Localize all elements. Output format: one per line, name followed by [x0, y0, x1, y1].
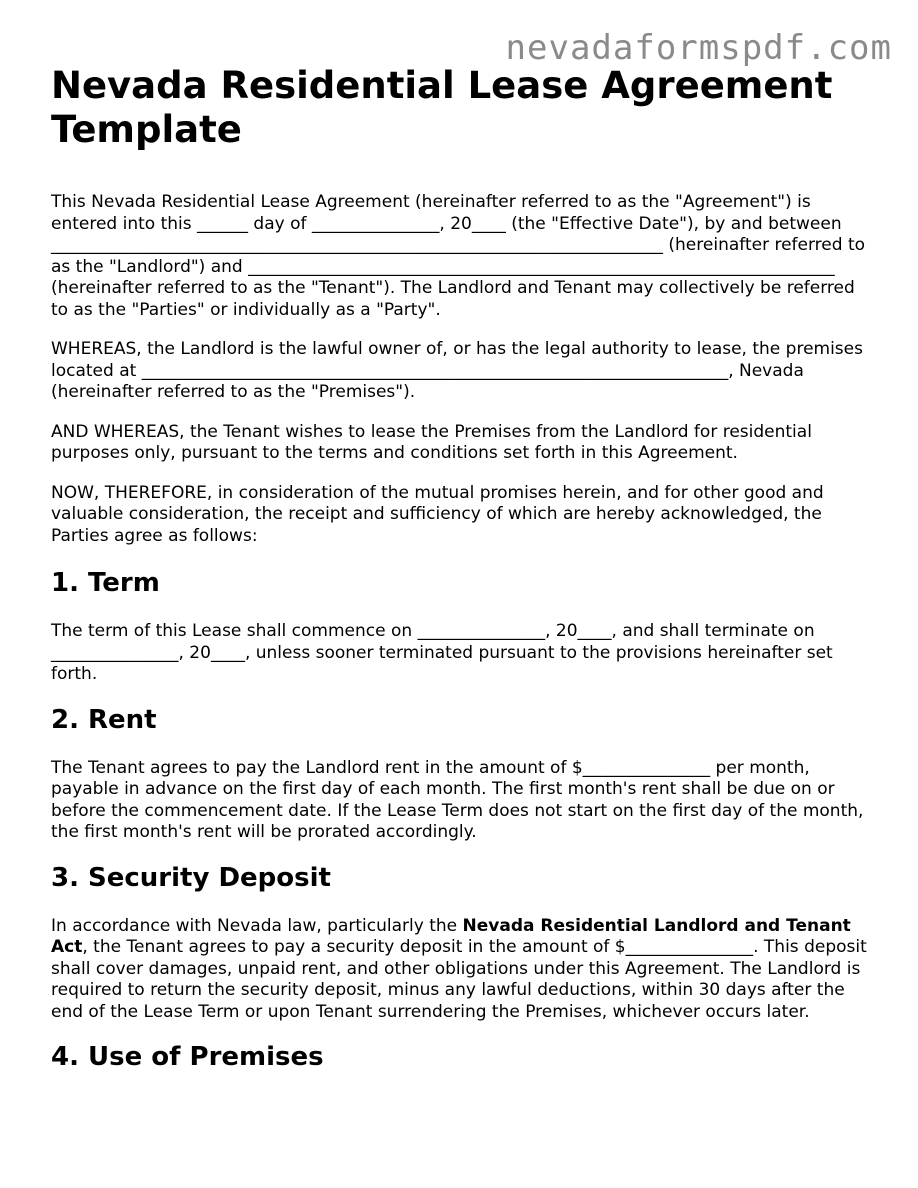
section-heading-security-deposit: 3. Security Deposit [51, 862, 331, 893]
whereas-tenant-paragraph: AND WHEREAS, the Tenant wishes to lease the Premises from the Landlord for residential purposes only, pursuant to the terms and conditions set forth in this Agreement. [51, 421, 812, 463]
section-heading-use-of-premises: 4. Use of Premises [51, 1042, 324, 1072]
nevada-act-reference: Nevada Residential Landlord and Tenant Act [51, 915, 851, 957]
section-heading-rent: 2. Rent [51, 704, 157, 735]
section-heading-term: 1. Term [51, 568, 160, 598]
whereas-premises-paragraph: WHEREAS, the Landlord is the lawful owner of, or has the legal authority to lease, the premises located at _____________________________________________________________________, Nevada (hereinafter referred to as the "Premises"). [51, 339, 863, 402]
intro-parties-paragraph: This Nevada Residential Lease Agreement (hereinafter referred to as the "Agreement") is entered into this ______ day of _______________, 20____ (the "Effective Date"), by and between ________________________________________________________________________ (hereinafter referred to as the "Landlord") and _____________________________________________________________________ (hereinafter referred to as the "Tenant"). The Landlord and Tenant may collectively be referred to as the "Parties" or individually as a "Party". [51, 192, 866, 320]
deposit-body-lead: In accordance with Nevada law, particularly the [51, 915, 463, 936]
section-body-term: The term of this Lease shall commence on _______________, 20____, and shall terminate on _______________, 20____, unless sooner terminated pursuant to the provisions hereinafter set forth. [51, 621, 833, 684]
document-page [51, 64, 873, 1095]
now-therefore-paragraph: NOW, THEREFORE, in consideration of the mutual promises herein, and for other good and valuable consideration, the receipt and sufficiency of which are hereby acknowledged, the Parties agree as follows: [51, 482, 824, 546]
section-body-rent: The Tenant agrees to pay the Landlord rent in the amount of $_______________ per month, payable in advance on the first day of each month. The first month's rent shall be due on or before the commencement date. If the Lease Term does not start on the first day of the month, the first month's rent will be prorated accordingly. [51, 757, 864, 842]
document-title: Nevada Residential Lease Agreement Template [51, 64, 833, 151]
watermark: nevadaformspdf.com [505, 28, 892, 68]
deposit-body-rest: , the Tenant agrees to pay a security deposit in the amount of $_______________. This deposit shall cover damages, unpaid rent, and other obligations under this Agreement. The Landlord is required to return the security deposit, minus any lawful deductions, within 30 days after the end of the Lease Term or upon Tenant surrendering the Premises, whichever occurs later. [51, 937, 867, 1022]
section-body-security-deposit [51, 916, 873, 1024]
